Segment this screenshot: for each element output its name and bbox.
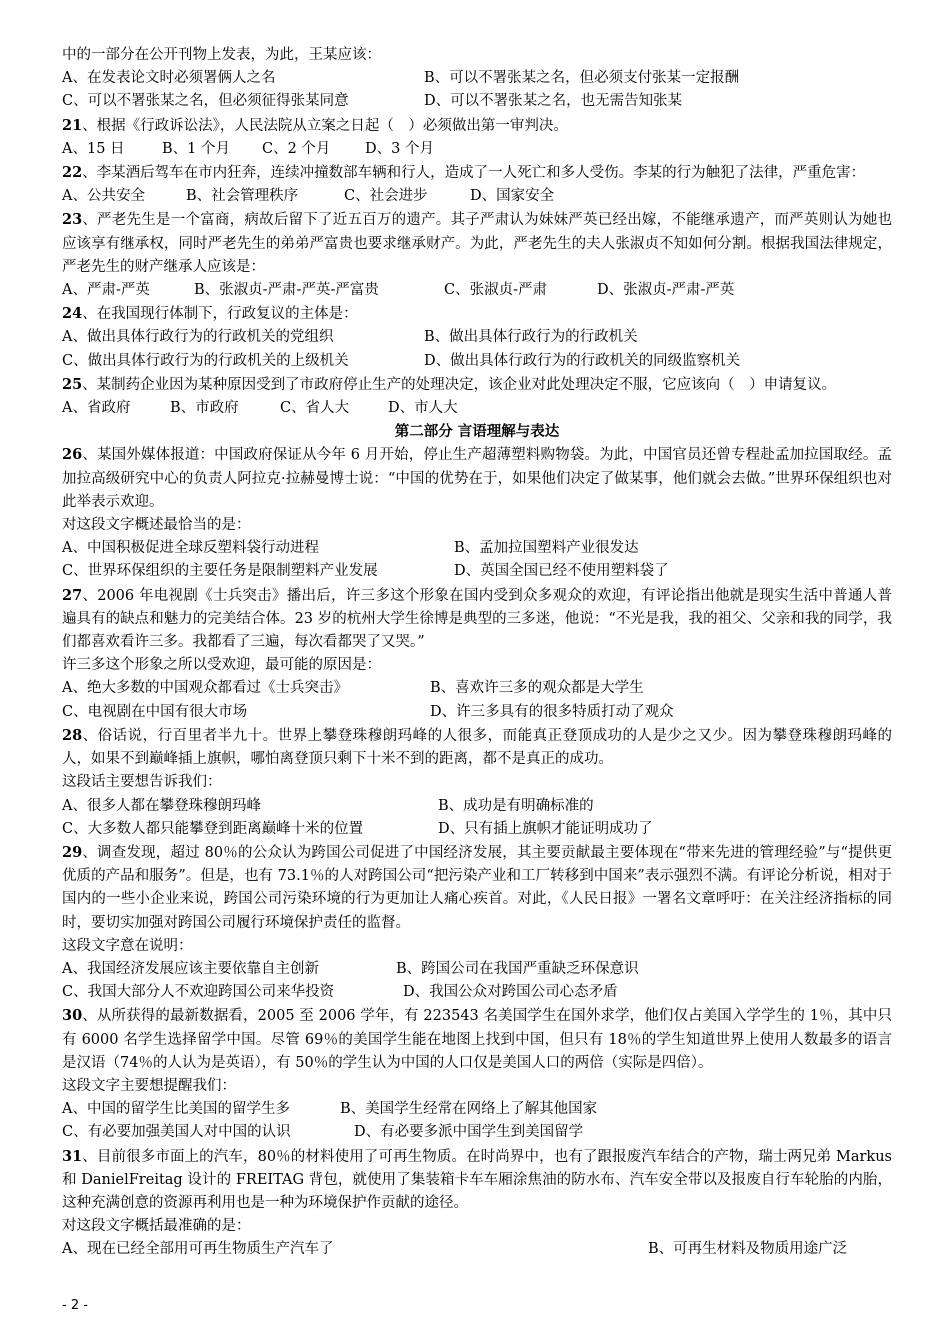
question-number: 30 [62, 1007, 83, 1025]
option-d: D、英国全国已经不使用塑料袋了 [454, 563, 669, 580]
options-22 [62, 185, 892, 208]
options-27-row-2 [62, 701, 892, 724]
options-24-row-2 [62, 350, 892, 373]
options-30-row-2 [62, 1121, 892, 1144]
question-number: 22 [62, 164, 83, 182]
option-a: A、现在已经全部用可再生物质生产汽车了 [62, 1241, 334, 1258]
options-27-row-1 [62, 677, 892, 700]
option-c: C、省人大 [280, 400, 350, 417]
question-text: 、某制药企业因为某种原因受到了市政府停止生产的处理决定，该企业对此处理决定不服，它应该向（ ）申请复议。 [82, 376, 837, 393]
question-22 [62, 161, 892, 185]
question-number: 24 [62, 305, 83, 323]
option-b: B、做出具体行政行为的行政机关 [424, 329, 638, 346]
option-d: D、3 个月 [365, 140, 434, 157]
question-23 [62, 208, 892, 279]
option-a: A、在发表论文时必须署俩人之名 [62, 70, 276, 87]
question-prompt: 这段文字主要想提醒我们： [62, 1077, 236, 1094]
option-b: B、市政府 [170, 400, 239, 417]
option-a: A、严肃-严英 [62, 282, 150, 299]
option-d: D、只有插上旗帜才能证明成功了 [438, 820, 653, 837]
question-text: 、2006 年电视剧《士兵突击》播出后，许三多这个形象在国内受到众多观众的欢迎，有评论指出他就是现实生活中普通人普遍具有的缺点和魅力的完美结合体。23 岁的杭州大学生徐博是典型的三多迷，他说：“不光是我，我的祖父、父亲和我的同学，我们都喜欢看许三多。我都看了三遍，每次看都哭了又哭。” [62, 587, 892, 651]
question-prompt: 对这段文字概括最准确的是： [62, 1218, 251, 1235]
options-25 [62, 397, 892, 420]
option-a: A、公共安全 [62, 188, 145, 205]
option-c: C、大多数人都只能攀登到距离巅峰十米的位置 [62, 820, 364, 837]
question-text: 、在我国现行体制下，行政复议的主体是： [82, 306, 358, 323]
option-b: B、张淑贞-严肃-严英-严富贵 [194, 282, 379, 299]
question-text: 、根据《行政诉讼法》，人民法院从立案之日起（ ）必须做出第一审判决。 [82, 117, 568, 134]
options-26-row-2 [62, 560, 892, 583]
question-number: 25 [62, 375, 83, 393]
option-a: A、做出具体行政行为的行政机关的党组织 [62, 329, 334, 346]
option-a: A、我国经济发展应该主要依靠自主创新 [62, 960, 319, 977]
section-title: 第二部分 言语理解与表达 [394, 423, 560, 441]
question-text: 、某国外媒体报道：中国政府保证从今年 6 月开始，停止生产超薄塑料购物袋。为此，中国官员还曾专程赴孟加拉国取经。孟加拉高级研究中心的负责人阿拉克·拉赫曼博士说：“中国的优势在于，如果他们决定了做某事，他们就会去做。”世界环保组织也对此举表示欢迎。 [62, 447, 892, 510]
option-b: B、可以不署张某之名，但必须支付张某一定报酬 [424, 70, 740, 87]
question-29 [62, 841, 892, 935]
option-a: A、中国积极促进全球反塑料袋行动进程 [62, 540, 319, 557]
intro-options-row-2 [62, 90, 892, 113]
option-b: B、喜欢许三多的观众都是大学生 [430, 680, 644, 697]
option-a: A、很多人都在攀登珠穆朗玛峰 [62, 797, 261, 814]
options-28-row-1 [62, 795, 892, 818]
option-c: C、社会进步 [344, 188, 428, 205]
options-21 [62, 138, 892, 161]
option-a: A、15 日 [62, 140, 125, 157]
intro-text: 中的一部分在公开刊物上发表，为此，王某应该： [62, 47, 381, 63]
option-d: D、我国公众对跨国公司心态矛盾 [403, 984, 618, 1001]
question-text: 、从所获得的最新数据看，2005 至 2006 学年，有 223543 名美国学生在国外求学，他们仅占美国入学学生的 1％，其中只有 6000 名学生选择留学中国。尽管 69％的美国学生能在地图上找到中国，但只有 18％的学生知道世界上使用人数最多的语言是汉语（74％的人认为是英语），有 50％的学生认为中国的人口仅是美国人口的两倍（实际是四倍）。 [62, 1008, 892, 1071]
question-number: 29 [62, 843, 83, 861]
question-number: 27 [62, 586, 83, 604]
option-d: D、市人大 [388, 400, 458, 417]
options-30-row-1 [62, 1098, 892, 1121]
option-a: A、中国的留学生比美国的留学生多 [62, 1101, 290, 1118]
intro-options-row-1 [62, 67, 892, 90]
question-24 [62, 302, 892, 326]
question-text: 、目前很多市面上的汽车，80％的材料使用了可再生物质。在时尚界中，也有了跟报废汽车结合的产物，瑞士两兄弟 Markus 和 DanielFreitag 设计的 FREITAG 背包，就使用了集装箱卡车车厢涂焦油的防水布、汽车安全带以及报废自行车轮胎的内胎，这种充满创意的资源再利用也是一种为环境保护作贡献的途径。 [62, 1148, 892, 1211]
option-c: C、2 个月 [262, 140, 331, 157]
question-prompt: 这段文字意在说明： [62, 937, 193, 954]
option-b: B、跨国公司在我国严重缺乏环保意识 [396, 960, 639, 977]
question-number: 21 [62, 116, 83, 134]
options-28-row-2 [62, 818, 892, 841]
question-prompt: 对这段文字概述最恰当的是： [62, 517, 251, 534]
options-26-row-1 [62, 537, 892, 560]
option-d: D、有必要多派中国学生到美国留学 [354, 1124, 584, 1141]
option-c: C、可以不署张某之名，但必须征得张某同意 [62, 93, 349, 110]
options-24-row-1 [62, 326, 892, 349]
option-c: C、做出具体行政行为的行政机关的上级机关 [62, 352, 349, 369]
question-number: 26 [62, 446, 83, 464]
question-28 [62, 724, 892, 771]
question-26 [62, 443, 892, 514]
option-c: C、有必要加强美国人对中国的认识 [62, 1124, 291, 1141]
question-number: 28 [62, 726, 83, 744]
option-d: D、许三多具有的很多特质打动了观众 [430, 703, 674, 720]
option-b: B、孟加拉国塑料产业很发达 [454, 540, 639, 557]
question-30 [62, 1004, 892, 1075]
question-prompt: 许三多这个形象之所以受欢迎，最可能的原因是： [62, 657, 381, 674]
question-31 [62, 1145, 892, 1216]
option-d: D、国家安全 [470, 188, 555, 205]
question-27 [62, 584, 892, 655]
question-text: 、俗话说，行百里者半九十。世界上攀登珠穆朗玛峰的人很多，而能真正登顶成功的人是少之又少。因为攀登珠穆朗玛峰的人，如果不到巅峰插上旗帜，哪怕离登顶只剩下十米不到的距离，都不是真正的成功。 [62, 727, 892, 768]
question-21 [62, 114, 892, 138]
option-a: A、省政府 [62, 400, 131, 417]
question-number: 31 [62, 1147, 83, 1165]
options-23 [62, 279, 892, 302]
page-number: - 2 - [62, 1298, 88, 1313]
option-a: A、绝大多数的中国观众都看过《士兵突击》 [62, 680, 348, 697]
option-b: B、1 个月 [162, 140, 230, 157]
question-text: 、李某酒后驾车在市内狂奔，连续冲撞数部车辆和行人，造成了一人死亡和多人受伤。李某的行为触犯了法律，严重危害： [82, 165, 866, 182]
document-page [62, 44, 892, 1262]
question-25 [62, 373, 892, 397]
option-b: B、成功是有明确标准的 [438, 797, 594, 814]
option-b: B、可再生材料及物质用途广泛 [648, 1241, 848, 1258]
option-b: B、美国学生经常在网络上了解其他国家 [340, 1101, 598, 1118]
option-c: C、世界环保组织的主要任务是限制塑料产业发展 [62, 563, 378, 580]
options-29-row-1 [62, 958, 892, 981]
options-31-row-1 [62, 1238, 892, 1261]
options-29-row-2 [62, 981, 892, 1004]
option-c: C、电视剧在中国有很大市场 [62, 703, 248, 720]
question-prompt: 这段话主要想告诉我们： [62, 774, 222, 791]
question-text: 、调查发现，超过 80％的公众认为跨国公司促进了中国经济发展，其主要贡献最主要体现在“带来先进的管理经验”与“提供更优质的产品和服务”。但是，也有 73.1％的人对跨国公司“把污染产业和工厂转移到中国来”表示强烈不满。有评论分析说，相对于国内的一些小企业来说，跨国公司污染环境的行为更加让人痛心疾首。对此，《人民日报》一署名文章呼吁：在关注经济指标的同时，要切实加强对跨国公司履行环境保护责任的监督。 [62, 844, 892, 931]
option-d: D、可以不署张某之名，也无需告知张某 [424, 93, 683, 110]
question-text: 、严老先生是一个富商，病故后留下了近五百万的遗产。其子严肃认为妹妹严英已经出嫁，不能继承遗产，而严英则认为她也应该享有继承权，同时严老先生的弟弟严富贵也要求继承财产。为此，严老先生的夫人张淑贞不知如何分割。根据我国法律规定，严老先生的财产继承人应该是： [62, 212, 892, 275]
option-d: D、张淑贞-严肃-严英 [597, 282, 735, 299]
option-d: D、做出具体行政行为的行政机关的同级监察机关 [424, 352, 741, 369]
option-c: C、张淑贞-严肃 [444, 282, 547, 299]
question-number: 23 [62, 211, 83, 229]
option-b: B、社会管理秩序 [186, 188, 299, 205]
option-c: C、我国大部分人不欢迎跨国公司来华投资 [62, 984, 335, 1001]
